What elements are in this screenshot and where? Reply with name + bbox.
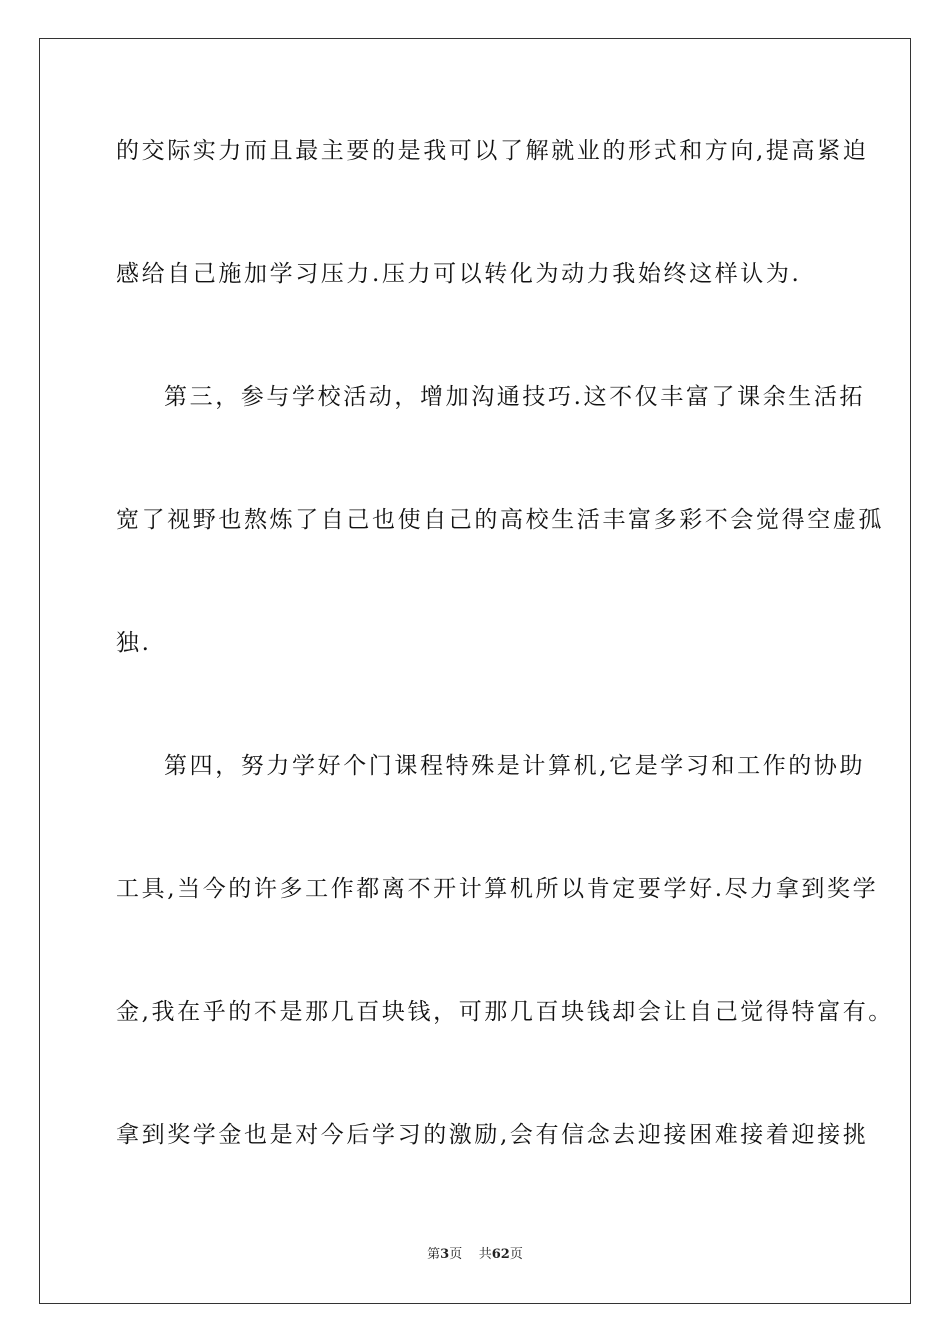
body-text-line-6: 第四，努力学好个门课程特殊是计算机,它是学习和工作的协助 xyxy=(164,753,866,779)
body-text-line-1: 的交际实力而且最主要的是我可以了解就业的形式和方向,提高紧迫 xyxy=(116,138,869,164)
body-text-line-9: 拿到奖学金也是对今后学习的激励,会有信念去迎接困难接着迎接挑 xyxy=(116,1122,869,1148)
body-text-line-7: 工具,当今的许多工作都离不开计算机所以肯定要学好.尽力拿到奖学 xyxy=(116,876,879,902)
body-text-line-4: 宽了视野也熬炼了自己也使自己的高校生活丰富多彩不会觉得空虚孤 xyxy=(116,507,884,533)
page-suffix: 页 xyxy=(449,1247,463,1262)
body-text-line-8: 金,我在乎的不是那几百块钱，可那几百块钱却会让自己觉得特富有。 xyxy=(116,999,894,1025)
total-pages: 62 xyxy=(491,1247,510,1262)
total-prefix: 共 xyxy=(478,1247,492,1262)
body-text-line-2: 感给自己施加学习压力.压力可以转化为动力我始终这样认为. xyxy=(116,261,802,287)
page-border xyxy=(39,38,911,1304)
page-number: 3 xyxy=(440,1247,450,1262)
total-suffix: 页 xyxy=(509,1247,523,1262)
body-text-line-3: 第三，参与学校活动，增加沟通技巧.这不仅丰富了课余生活拓 xyxy=(164,384,866,410)
page-prefix: 第 xyxy=(427,1247,441,1262)
body-text-line-5: 独. xyxy=(116,630,152,656)
page-footer xyxy=(0,1246,950,1264)
